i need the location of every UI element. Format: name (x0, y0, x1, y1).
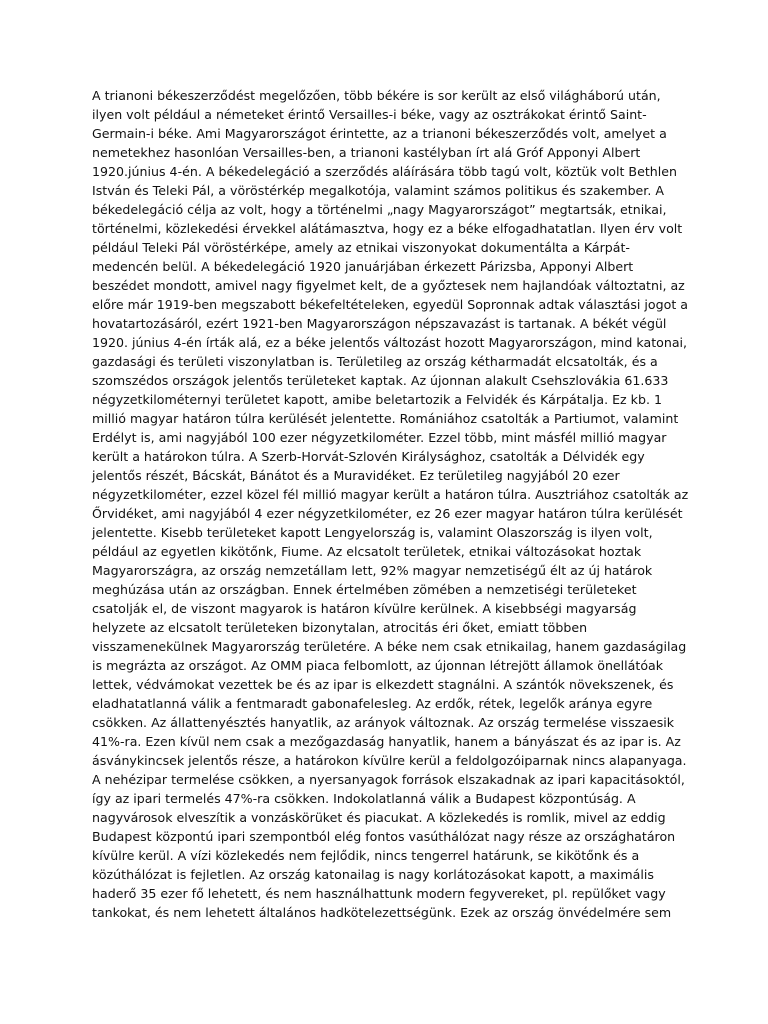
body-text (92, 86, 692, 922)
text-line: kívülre kerül. A vízi közlekedés nem fejlődik, nincs tengerrel határunk, se kikötőnk és a (92, 848, 640, 863)
text-line: Erdélyt is, ami nagyjából 100 ezer négyzetkilométer. Ezzel több, mint másfél millió magyar (92, 430, 667, 445)
text-line: helyzete az elcsatolt területeken bizonytalan, atrocitás éri őket, emiatt többen (92, 620, 588, 635)
text-line: A trianoni békeszerződést megelőzően, több békére is sor került az első világháború után, (92, 88, 661, 103)
text-line: nagyvárosok elveszítik a vonzáskörüket és piacukat. A közlekedés is romlik, mivel az eddig (92, 810, 666, 825)
text-line: 41%-ra. Ezen kívül nem csak a mezőgazdaság hanyatlik, hanem a bányászat és az ipar is. Az (92, 734, 681, 749)
text-line: ilyen volt például a németeket érintő Versailles-i béke, vagy az osztrákokat érintő Saint- (92, 107, 647, 122)
text-line: haderő 35 ezer fő lehetett, és nem használhattunk modern fegyvereket, pl. repülőket vagy (92, 886, 666, 901)
text-line: történelmi, közlekedési érvekkel alátámasztva, hogy ez a béke elfogadhatatlan. Ilyen érv volt (92, 221, 683, 236)
text-line: beszédet mondott, amivel nagy figyelmet kelt, de a győztesek nem hajlandóak változtatni, az (92, 278, 685, 293)
text-line: békedelegáció célja az volt, hogy a történelmi „nagy Magyarországot” megtartsák, etnikai, (92, 202, 667, 217)
text-line: négyzetkilométernyi területet kapott, amibe beletartozik a Felvidék és Kárpátalja. Ez kb. 1 (92, 392, 662, 407)
text-line: Germain-i béke. Ami Magyarországot érintette, az a trianoni békeszerződés volt, amelyet a (92, 126, 667, 141)
text-line: visszamenekülnek Magyarország területére. A béke nem csak etnikailag, hanem gazdaságilag (92, 639, 687, 654)
text-line: így az ipari termelés 47%-ra csökken. Indokolatlanná válik a Budapest központúság. A (92, 791, 636, 806)
text-line: eladhatatlanná válik a fentmaradt gabonafelesleg. Az erdők, rétek, legelők aránya egyre (92, 696, 653, 711)
text-line: István és Teleki Pál, a vöröstérkép megalkotója, valamint számos politikus és szakember. A (92, 183, 664, 198)
text-line: A nehézipar termelése csökken, a nyersanyagok források elszakadnak az ipari kapacitásoktól, (92, 772, 685, 787)
text-line: medencén belül. A békedelegáció 1920 januárjában érkezett Párizsba, Apponyi Albert (92, 259, 634, 274)
text-line: négyzetkilométer, ezzel közel fél millió magyar került a határon túlra. Ausztriához csatolták az (92, 487, 689, 502)
text-line: lettek, védvámokat vezettek be és az ipar is elkezdett stagnálni. A szántók növekszenek, és (92, 677, 674, 692)
text-line: például az egyetlen kikötőnk, Fiume. Az elcsatolt területek, etnikai változásokat hoztak (92, 544, 642, 559)
text-line: is megrázta az országot. Az OMM piaca felbomlott, az újonnan létrejött államok önellátóak (92, 658, 664, 673)
text-line: csatolják el, de viszont magyarok is határon kívülre kerülnek. A kisebbségi magyarság (92, 601, 637, 616)
text-line: Őrvidéket, ami nagyjából 4 ezer négyzetkilométer, ez 26 ezer magyar határon túlra kerülését (92, 506, 683, 521)
text-line: ásványkincsek jelentős része, a határokon kívülre kerül a feldolgozóiparnak nincs alapanyaga. (92, 753, 687, 768)
text-line: jelentős részét, Bácskát, Bánátot és a Muravidéket. Ez területileg nagyjából 20 ezer (92, 468, 620, 483)
text-line: Magyarországra, az ország nemzetállam lett, 92% magyar nemzetiségű élt az új határok (92, 563, 653, 578)
text-line: nemetekhez hasonlóan Versailles-ben, a trianoni kastélyban írt alá Gróf Apponyi Albert (92, 145, 641, 160)
text-line: hovatartozásáról, ezért 1921-ben Magyarországon népszavazást is tartanak. A békét végül (92, 316, 667, 331)
text-line: került a határokon túlra. A Szerb-Horvát-Szlovén Királysághoz, csatolták a Délvidék egy (92, 449, 645, 464)
text-line: szomszédos országok jelentős területeket kaptak. Az újonnan alakult Csehszlovákia 61.633 (92, 373, 669, 388)
text-line: meghúzása után az országban. Ennek értelmében zömében a nemzetiségi területeket (92, 582, 637, 597)
text-line: gazdasági és területi viszonylatban is. Területileg az ország kétharmadát elcsatolták, és a (92, 354, 658, 369)
text-line: millió magyar határon túlra kerülését jelentette. Romániához csatolták a Partiumot, valamint (92, 411, 679, 426)
text-line: jelentette. Kisebb területeket kapott Lengyelország is, valamint Olaszország is ilyen volt, (92, 525, 653, 540)
text-line: tankokat, és nem lehetett általános hadkötelezettségünk. Ezek az ország önvédelmére sem (92, 905, 672, 920)
text-line: csökken. Az állattenyésztés hanyatlik, az arányok változnak. Az ország termelése visszaesik (92, 715, 675, 730)
text-line: Budapest központú ipari szempontból elég fontos vasúthálózat nagy része az országhatáron (92, 829, 676, 844)
text-line: például Teleki Pál vöröstérképe, amely az etnikai viszonyokat dokumentálta a Kárpát- (92, 240, 630, 255)
text-line: 1920.június 4-én. A békedelegáció a szerződés aláírására több tagú volt, köztük volt Bethlen (92, 164, 677, 179)
text-line: előre már 1919-ben megszabott békefeltételeken, egyedül Sopronnak adtak választási jogot a (92, 297, 688, 312)
text-line: 1920. június 4-én írták alá, ez a béke jelentős változást hozott Magyarországon, mind katonai, (92, 335, 688, 350)
text-line: közúthálózat is fejletlen. Az ország katonailag is nagy korlátozásokat kapott, a maximális (92, 867, 654, 882)
